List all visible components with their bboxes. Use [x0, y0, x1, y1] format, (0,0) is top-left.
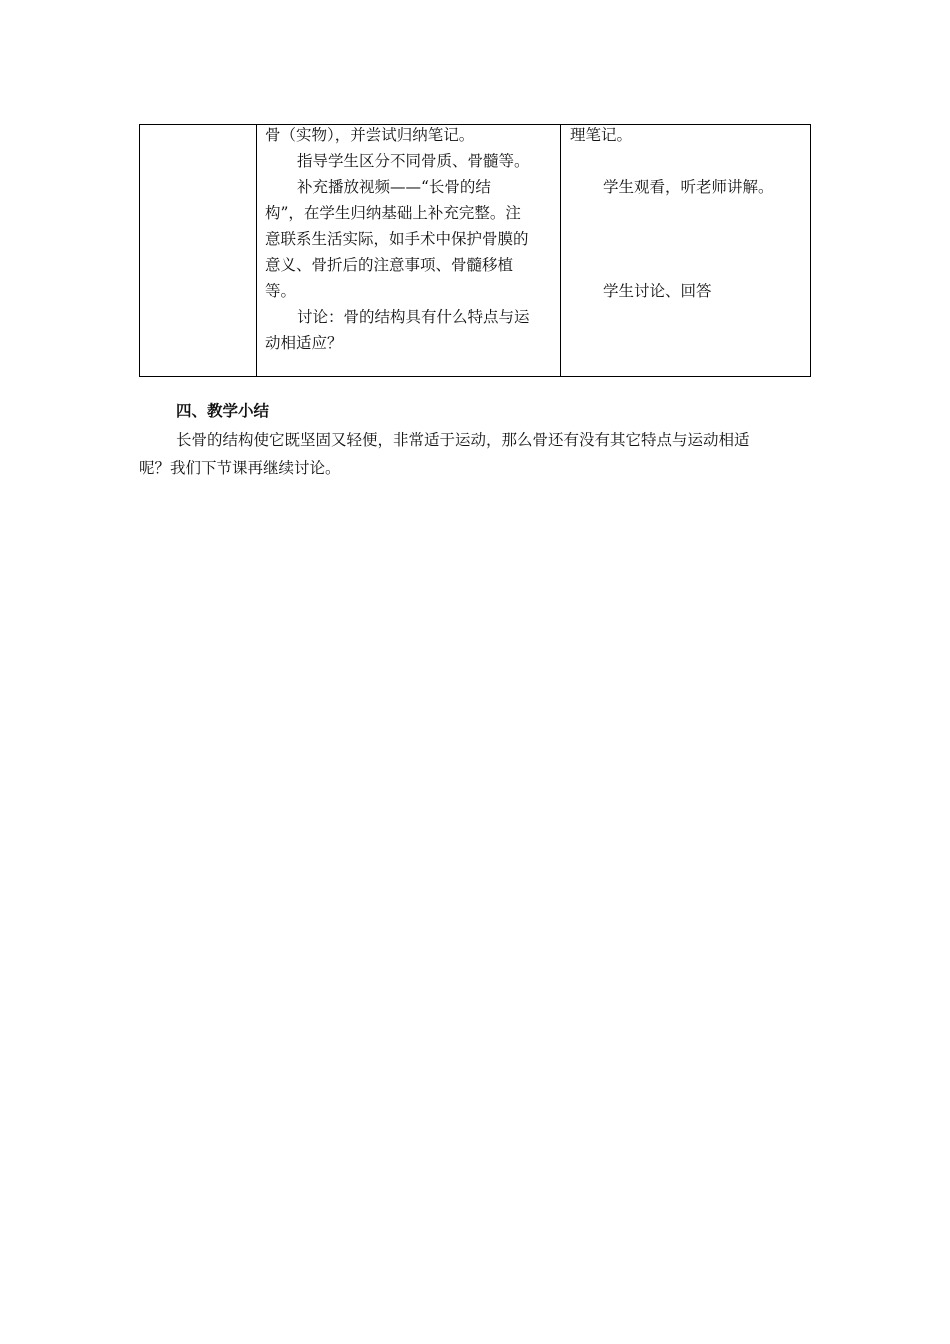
student-line: 学生讨论、回答 — [603, 282, 712, 300]
teacher-line: 讨论：骨的结构具有什么特点与运 — [297, 308, 530, 326]
teacher-line: 指导学生区分不同骨质、骨髓等。 — [297, 152, 530, 170]
summary-line: 长骨的结构使它既坚固又轻便，非常适于运动，那么骨还有没有其它特点与运动相适 — [176, 431, 750, 449]
lesson-table — [139, 124, 811, 377]
summary-paragraph — [139, 426, 811, 482]
teacher-activity-cell — [265, 122, 555, 356]
teacher-line: 构”，在学生归纳基础上补充完整。注 — [265, 204, 521, 222]
teacher-line: 骨（实物），并尝试归纳笔记。 — [265, 126, 475, 144]
column-divider-1 — [256, 125, 257, 376]
section-heading: 四、教学小结 — [176, 401, 270, 420]
teacher-line: 意联系生活实际，如手术中保护骨膜的 — [265, 230, 529, 248]
teacher-line: 补充播放视频——“长骨的结 — [297, 178, 491, 196]
summary-line: 呢？我们下节课再继续讨论。 — [139, 459, 341, 477]
teacher-line: 等。 — [265, 282, 297, 300]
teacher-line: 意义、骨折后的注意事项、骨髓移植 — [265, 256, 514, 274]
student-line: 学生观看，听老师讲解。 — [603, 178, 774, 196]
student-line: 理笔记。 — [570, 126, 633, 144]
column-divider-2 — [560, 125, 561, 376]
teacher-line: 动相适应？ — [265, 334, 343, 352]
